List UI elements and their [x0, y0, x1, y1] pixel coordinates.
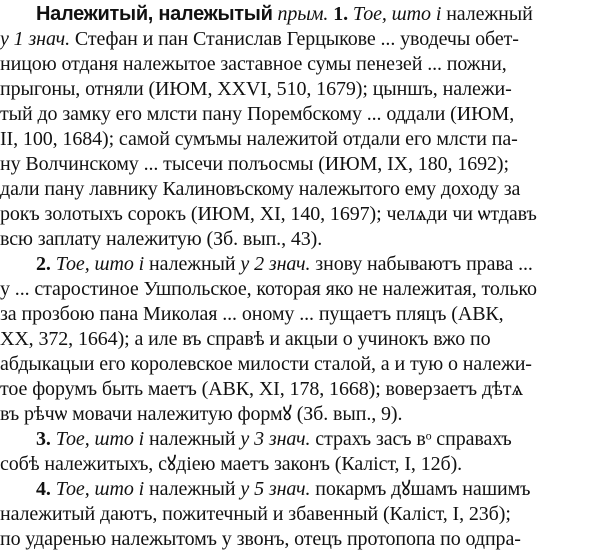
entry-line: [0, 252, 599, 277]
cross-ref-sense: у 5 знач.: [240, 478, 311, 500]
sense-gloss: Тое, што і: [55, 253, 145, 275]
cross-ref-word: належный: [149, 253, 236, 275]
entry-line: [0, 477, 599, 502]
sense-number: 2.: [36, 253, 51, 275]
entry-line: [0, 427, 599, 452]
cross-ref-word: належный: [446, 3, 533, 25]
text-line: Стефан и пан Станислав Герцыкове ... уводечы обет-: [69, 28, 519, 50]
text-line: абдыкацыи его королевское милости сталой, а и тую о належи-: [0, 353, 532, 375]
text-line: тый до замку его млсти пану Порембскому ... оддали (ИЮМ,: [0, 103, 515, 125]
text-line: ну Волчинскому ... тысечи полъосмы (ИЮМ, IX, 180, 1692);: [0, 153, 509, 175]
text-line: тое форумъ быть маетъ (АВК, XI, 178, 1668); воверзаетъ дѣтѧ: [0, 378, 524, 400]
entry-line: [0, 27, 599, 52]
text-line: за прозбою пана Миколая ... оному ... пущаетъ пляцъ (АВК,: [0, 303, 504, 325]
text-line: прыгоны, отняли (ИЮМ, XXVI, 510, 1679); цыншъ, належи-: [0, 78, 512, 100]
text-segment: знову набываютъ права ...: [310, 253, 533, 275]
sense-number: 4.: [36, 478, 51, 500]
text-line: дали пану лавнику Калиновъскому належытого ему доходу за: [0, 178, 521, 200]
text-line: въ рѣчѡ мовачи належитую формꙋ (Зб. вып., 9).: [0, 403, 403, 425]
sense-gloss: Тое, што і: [55, 428, 145, 450]
cross-ref-sense: у 1 знач.: [0, 28, 70, 50]
part-of-speech: прым.: [277, 3, 329, 25]
text-line: собѣ належитыхъ, сꙋдіею маетъ законъ (Каліст, I, 12б).: [0, 453, 463, 475]
text-line: по ударенью належытомъ у звонъ, отецъ протопопа по одпра-: [0, 528, 521, 550]
text-line: XX, 372, 1664); а иле въ справѣ и акцыи о учинокъ вжо по: [0, 328, 491, 350]
text-line: у ... старостиное Ушпольское, которая яко не належитая, только: [0, 278, 537, 300]
text-segment: покармъ дꙋшамъ нашимъ: [310, 478, 531, 500]
sense-number: 1.: [333, 3, 348, 25]
headword: Належитый, належытый: [36, 3, 273, 25]
sense-gloss: Тое, што і: [352, 3, 442, 25]
sense-number: 3.: [36, 428, 51, 450]
text-line: всю заплату належитую (Зб. вып., 43).: [0, 228, 323, 250]
entry-line: [0, 2, 599, 27]
text-line: II, 100, 1684); самой сумъмы належитой отдали его млсти па-: [0, 128, 518, 150]
text-segment: страхъ засъ вᵒ справахъ: [310, 428, 512, 450]
cross-ref-sense: у 2 знач.: [240, 253, 311, 275]
sense-gloss: Тое, што і: [55, 478, 145, 500]
text-line: рокъ золотыхъ сорокъ (ИЮМ, XI, 140, 1697); челѧди чи ѡтдавъ: [0, 203, 537, 225]
cross-ref-word: належный: [149, 428, 236, 450]
text-line: ницою отданя належытое заставное сумы пенезей ... пожни,: [0, 53, 507, 75]
cross-ref-word: належный: [149, 478, 236, 500]
cross-ref-sense: у 3 знач.: [240, 428, 311, 450]
text-line: належитый даютъ, пожитечный и збавенный (Каліст, I, 23б);: [0, 503, 511, 525]
